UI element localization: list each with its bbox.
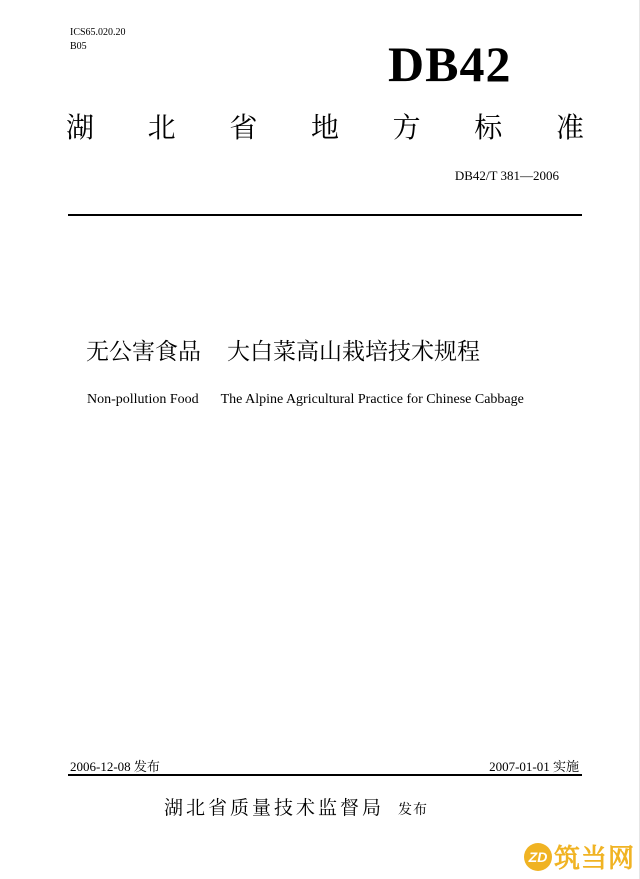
ics-code: ICS65.020.20 [70,27,126,38]
chinese-title-part2: 大白菜高山栽培技术规程 [227,339,480,365]
watermark-logo-icon: ZD [524,843,552,871]
site-watermark [524,838,635,875]
chinese-title-part1: 无公害食品 [86,339,201,365]
heading-char: 标 [474,111,503,144]
implement-date: 2007-01-01 实施 [489,759,579,774]
english-title-part2: The Alpine Agricultural Practice for Chinese Cabbage [220,392,524,407]
heading-char: 省 [229,111,258,144]
heading-char: 湖 [66,111,95,144]
classification-codes [70,26,126,54]
issue-date: 2006-12-08 发布 [70,759,160,774]
watermark-brand: 筑当网 [553,844,635,874]
english-title [87,392,524,408]
heading-char: 方 [392,111,421,144]
english-title-part1: Non-pollution Food [87,392,199,407]
issuer-action: 发布 [398,802,429,818]
footer-divider [68,774,582,776]
publisher-line [164,793,428,820]
standard-type-heading [66,108,584,148]
heading-char: 准 [555,111,584,144]
heading-char: 地 [310,111,339,144]
chinese-title [86,334,480,370]
heading-char: 北 [147,111,176,144]
header-divider [68,214,582,216]
standard-number: DB42/T 381—2006 [454,168,559,183]
standard-logo: DB42 [388,36,512,92]
class-code: B05 [70,41,87,52]
issuer-name: 湖北省质量技术监督局 [164,797,385,819]
